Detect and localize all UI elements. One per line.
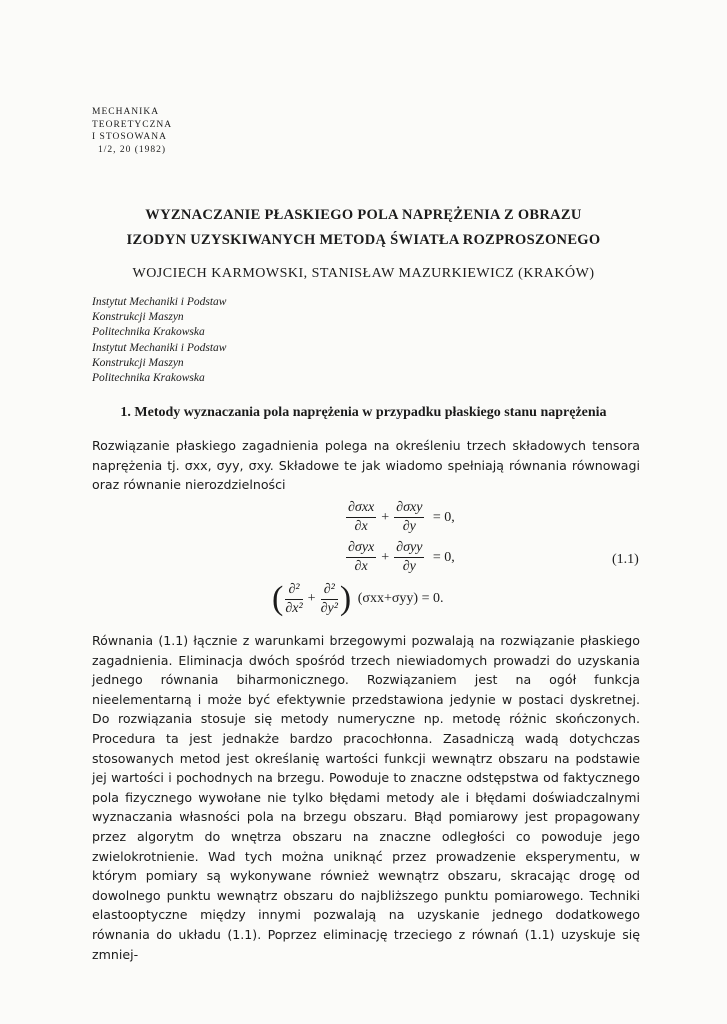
eq1-denominator-1: ∂x: [354, 519, 368, 534]
affiliation-line: Konstrukcji Maszyn: [92, 356, 184, 369]
eq1-rhs: = 0,: [432, 509, 455, 525]
affiliation-line: Instytut Mechaniki i Podstaw: [92, 296, 227, 308]
equation-2: $\frac{\text{∂σyx}}{\partial x}$ + $\frac{\text{∂σyy}}{\partial y}$ = 0,: [348, 540, 455, 574]
journal-name-line2: TEORETYCZNA: [92, 119, 173, 130]
eq3-numerator-2: ∂²: [321, 582, 338, 600]
paragraph-main: Równania (1.1) łącznie z warunkami brzegowymi pozwalają na rozwiązanie płaskiego zagadnienia. Eliminacja dwóch spośród trzech niewiadomych prowadzi do uzyskania jednego równania biharmonicznego. Rozwiązaniem jest na ogół funkcja nieelementarną i może być efektywnie przedstawiona jedynie w postaci dyskretnej. Do rozwiązania stosuje się metody numeryczne np. metodę różnic skończonych. Procedura ta jest jednakże bardzo pracochłonna. Zasadniczą wadą dotychczas stosowanych metod jest określanię wartości funkcji wewnątrz obszaru na podstawie jej wartości i pochodnych na brzegu. Powoduje to znaczne odstępstwa od faktycznego pola fizycznego wywołane nie tylko błędami metody ale i błędami doświadczalnymi wyznaczania własności pola na brzegu obszaru. Błąd pomiarowy jest propagowany przez algorytm do wnętrza obszaru na znaczne odległości co powoduje jego zwielokrotnienie. Wad tych można uniknąć przez prowadzenie eksperymentu, w którym pomiary są wykonywane również wewnątrz obszaru, skracając drogę od dowolnego punktu wewnątrz obszaru do najbliższego punktu pomiarowego. Techniki elastooptyczne między innymi pozwalają na uzyskanie jednego dodatkowego równania do układu (1.1). Poprzez eliminację trzeciego z równań (1.1) uzyskuje się zmniej-: [92, 633, 640, 962]
eq3-denominator-1: ∂x²: [285, 600, 303, 616]
eq2-numerator-1: ∂σyx: [346, 540, 376, 558]
paper-title-line2: IZODYN UZYSKIWANYCH METODĄ ŚWIATŁA ROZPROSZONEGO: [126, 232, 601, 248]
eq3-numerator-1: ∂²: [285, 582, 302, 600]
authors: WOJCIECH KARMOWSKI, STANISŁAW MAZURKIEWICZ (KRAKÓW): [132, 266, 595, 281]
equation-1: $\frac{\text{∂σxx}}{\partial x}$ + $\frac{\text{∂σxy}}{\partial y}$ = 0,: [348, 500, 455, 534]
equation-3: ( $\frac{\text{∂²}}{\text{∂x²}}$ + $\frac{\text{∂²}}{\text{∂y²}}$ ) (σxx+σyy) = 0.: [272, 580, 444, 617]
section-heading: 1. Metody wyznaczania pola naprężenia w przypadku płaskiego stanu naprężenia: [120, 405, 607, 420]
affiliation-line: Konstrukcji Maszyn: [92, 311, 184, 324]
affiliation-line: Politechnika Krakowska: [92, 326, 205, 339]
journal-issue: 1/2, 20 (1982): [98, 144, 167, 155]
journal-name-line1: MECHANIKA: [92, 107, 160, 117]
eq1-numerator-2: ∂σxy: [394, 500, 424, 518]
eq1-denominator-2: ∂y: [402, 519, 416, 534]
journal-name-line3: I STOSOWANA: [92, 132, 167, 142]
eq2-rhs: = 0,: [432, 549, 455, 565]
eq1-numerator-1: ∂σxx: [346, 500, 376, 518]
affiliations: [92, 295, 226, 386]
eq2-denominator-2: ∂y: [402, 559, 416, 574]
affiliation-line: Politechnika Krakowska: [92, 372, 205, 385]
eq2-denominator-1: ∂x: [354, 559, 368, 574]
paper-title-line1: WYZNACZANIE PŁASKIEGO POLA NAPRĘŻENIA Z OBRAZU: [145, 207, 582, 223]
eq3-denominator-2: ∂y²: [320, 600, 338, 616]
affiliation-line: Instytut Mechaniki i Podstaw: [92, 341, 227, 354]
equation-number: (1.1): [612, 552, 639, 567]
journal-info: [92, 106, 172, 156]
eq3-rest: (σxx+σyy) = 0.: [357, 591, 444, 606]
paragraph-intro: Rozwiązanie płaskiego zagadnienia polega na określeniu trzech składowych tensora naprężenia tj. σxx, σyy, σxy. Składowe te jak wiadomo spełniają równania równowagi oraz równanie nierozdzielności: [92, 438, 640, 493]
eq2-numerator-2: ∂σyy: [394, 540, 424, 558]
